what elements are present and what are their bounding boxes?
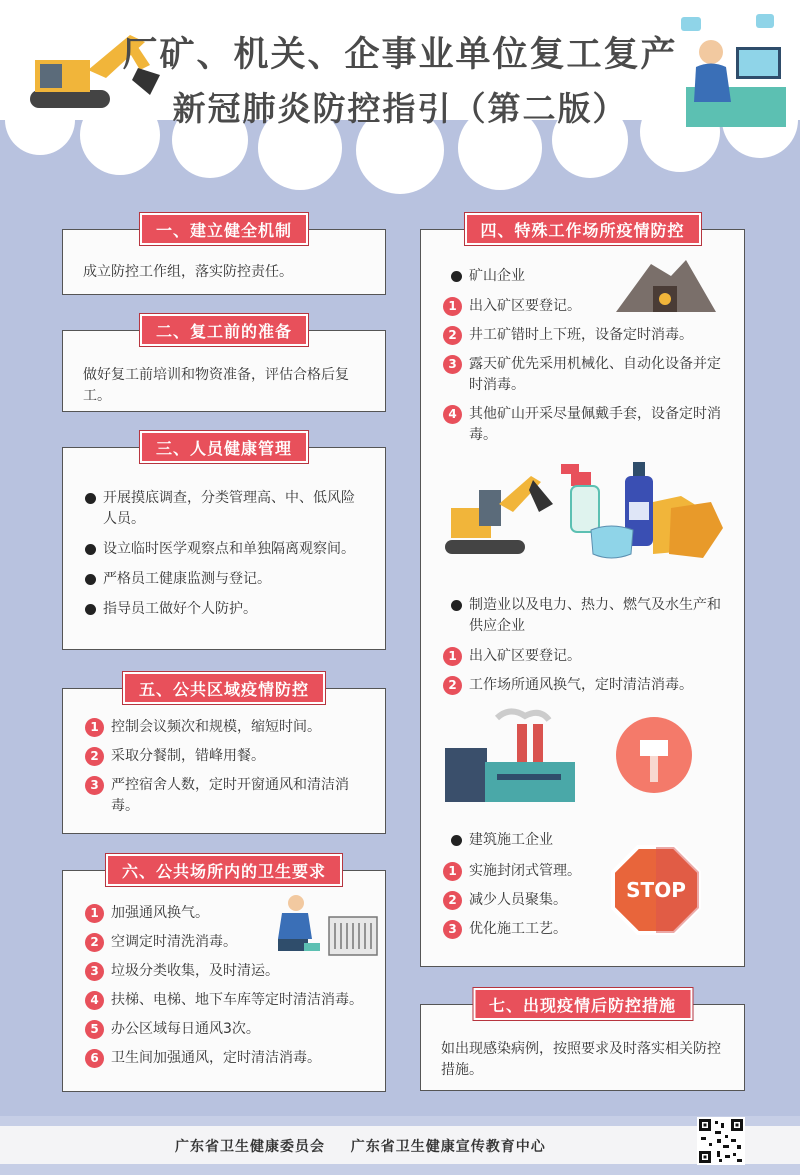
list-item: 2 工作场所通风换气，定时清洁消毒。	[443, 675, 726, 696]
repair-worker-icon	[268, 893, 323, 955]
section-public-area	[62, 680, 386, 834]
list-item: 3 严控宿舍人数，定时开窗通风和清洁消毒。	[85, 775, 367, 817]
numbered-list	[85, 717, 367, 825]
section-title: 二、复工前的准备	[140, 314, 308, 346]
stop-sign-text: STOP	[626, 878, 686, 902]
list-item: 2 减少人员聚集。	[443, 890, 726, 911]
list-item: 3 垃圾分类收集，及时清运。	[85, 961, 275, 982]
mask-icon	[591, 526, 633, 558]
number-badge: 4	[443, 405, 462, 424]
list-item: 设立临时医学观察点和单独隔离观察间。	[85, 539, 365, 560]
list-item: 6 卫生间加强通风，定时清洁消毒。	[85, 1048, 275, 1069]
section-title: 七、出现疫情后防控措施	[473, 988, 692, 1020]
list-item: 2 采取分餐制，错峰用餐。	[85, 746, 367, 767]
section-health-management	[62, 439, 386, 650]
number-badge: 2	[443, 326, 462, 345]
mining-equipment-illustration	[441, 462, 731, 572]
stop-sign-icon	[611, 845, 701, 935]
list-item: 3 露天矿优先采用机械化、自动化设备并定时消毒。	[443, 354, 726, 396]
list-item: 2 井工矿错时上下班，设备定时消毒。	[443, 325, 726, 346]
header	[0, 32, 800, 132]
list-item: 1 加强通风换气。	[85, 903, 275, 924]
list-item: 3 优化施工工艺。	[443, 919, 726, 940]
number-badge: 2	[443, 891, 462, 910]
list-item: 严格员工健康监测与登记。	[85, 569, 365, 590]
section-mechanism	[62, 221, 386, 295]
section-title: 三、人员健康管理	[140, 431, 308, 463]
section-outbreak-measures	[420, 996, 745, 1091]
list-item: 4 扶梯、电梯、地下车库等定时清洁消毒。	[85, 990, 275, 1011]
section-text: 做好复工前培训和物资准备，评估合格后复工。	[83, 367, 349, 404]
number-badge: 1	[443, 647, 462, 666]
footer-orgs	[175, 1136, 546, 1156]
number-badge: 1	[443, 862, 462, 881]
number-badge: 3	[85, 776, 104, 795]
list-item: 1 出入矿区要登记。	[443, 296, 726, 317]
mining-heading: 矿山企业	[451, 266, 525, 287]
bullet-list	[85, 488, 365, 629]
list-item: 1 控制会议频次和规模，缩短时间。	[85, 717, 367, 738]
number-badge: 1	[85, 904, 104, 923]
mining-list	[443, 296, 726, 454]
section-title: 五、公共区域疫情防控	[123, 672, 325, 704]
air-conditioner-icon	[327, 915, 379, 957]
number-badge: 6	[85, 1049, 104, 1068]
excavator-icon	[445, 476, 553, 554]
numbered-list	[85, 903, 363, 1077]
section-title: 六、公共场所内的卫生要求	[106, 854, 342, 886]
number-badge: 2	[443, 676, 462, 695]
section-public-hygiene	[62, 862, 386, 1092]
list-item: 4 其他矿山开采尽量佩戴手套，设备定时消毒。	[443, 404, 726, 446]
list-item: 5 办公区域每日通风3次。	[85, 1019, 275, 1040]
footer	[0, 1126, 800, 1164]
section-text: 如出现感染病例，按照要求及时落实相关防控措施。	[441, 1041, 721, 1078]
page-title-line2: 新冠肺炎防控指引（第二版）	[172, 89, 628, 128]
number-badge: 3	[443, 355, 462, 374]
construction-heading: 建筑施工企业	[451, 830, 553, 851]
sanitizer-icon	[561, 464, 599, 532]
factory-icon	[445, 704, 575, 804]
footer-org1: 广东省卫生健康委员会	[175, 1139, 325, 1155]
section-text: 成立防控工作组，落实防控责任。	[83, 264, 293, 280]
cleaning-icon	[613, 714, 695, 796]
number-badge: 3	[85, 962, 104, 981]
list-item: 1 实施封闭式管理。	[443, 861, 726, 882]
qr-code-icon[interactable]	[697, 1117, 745, 1165]
section-special-workplaces	[420, 221, 745, 967]
gloves-icon	[653, 496, 723, 558]
manufacturing-heading: 制造业以及电力、热力、燃气及水生产和供应企业	[451, 595, 724, 637]
number-badge: 2	[85, 747, 104, 766]
list-item: 开展摸底调查，分类管理高、中、低风险人员。	[85, 488, 365, 530]
number-badge: 5	[85, 1020, 104, 1039]
number-badge: 2	[85, 933, 104, 952]
manufacturing-list	[443, 646, 726, 704]
section-title: 四、特殊工作场所疫情防控	[464, 213, 700, 245]
number-badge: 3	[443, 920, 462, 939]
list-item: 1 出入矿区要登记。	[443, 646, 726, 667]
number-badge: 4	[85, 991, 104, 1010]
number-badge: 1	[85, 718, 104, 737]
section-preparation	[62, 322, 386, 412]
section-title: 一、建立健全机制	[140, 213, 308, 245]
list-item: 指导员工做好个人防护。	[85, 599, 365, 620]
list-item: 2 空调定时清洗消毒。	[85, 932, 275, 953]
footer-org2: 广东省卫生健康宣传教育中心	[350, 1139, 546, 1155]
page-title-line1: 厂矿、机关、企事业单位复工复产	[122, 35, 678, 75]
number-badge: 1	[443, 297, 462, 316]
